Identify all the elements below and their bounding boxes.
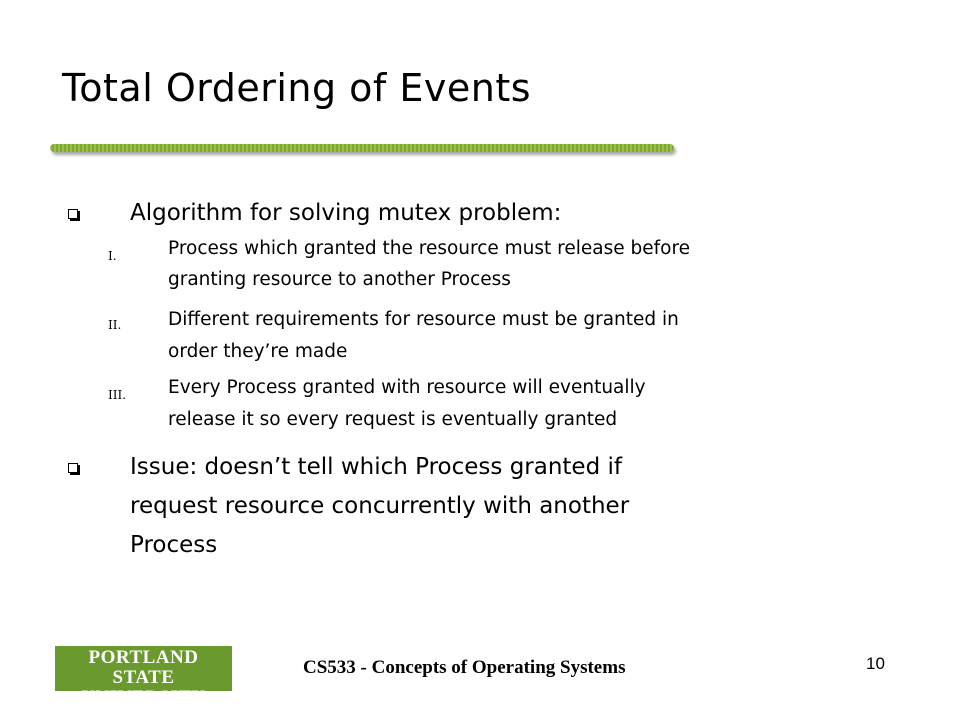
item-text-line: release it so every request is eventually granted xyxy=(168,409,618,430)
square-bullet-icon xyxy=(68,463,78,473)
bullet-issue-line: request resource concurrently with another xyxy=(130,493,630,519)
page-number: 10 xyxy=(866,654,885,673)
item-number: III. xyxy=(108,388,127,402)
logo-line: PORTLAND STATE xyxy=(88,647,199,688)
bullet-issue-line: Process xyxy=(130,532,218,558)
item-number: II. xyxy=(108,318,122,332)
item-text-line: order they’re made xyxy=(168,341,348,362)
logo-line: UNIVERSITY xyxy=(81,687,206,708)
item-text-line: Process which granted the resource must release before xyxy=(168,238,691,259)
university-logo xyxy=(55,646,232,708)
title-underline xyxy=(50,144,674,152)
item-text-line: Different requirements for resource must be granted in xyxy=(168,309,679,330)
item-number: I. xyxy=(108,249,117,263)
bullet-issue-line: Issue: doesn’t tell which Process granted if xyxy=(130,454,622,480)
slide-title: Total Ordering of Events xyxy=(62,66,532,110)
course-footer: CS533 - Concepts of Operating Systems xyxy=(303,657,626,678)
item-text-line: Every Process granted with resource will eventually xyxy=(168,377,646,398)
square-bullet-icon xyxy=(68,209,78,219)
bullet-algorithm: Algorithm for solving mutex problem: xyxy=(130,200,562,226)
item-text-line: granting resource to another Process xyxy=(168,269,511,290)
